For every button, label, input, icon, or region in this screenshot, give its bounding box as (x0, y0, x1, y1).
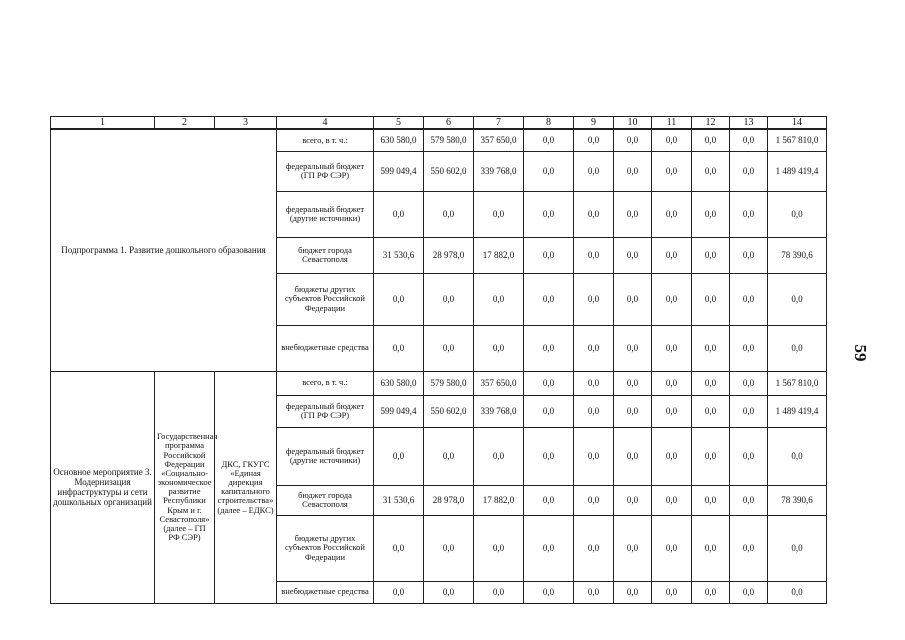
column-number: 4 (277, 117, 374, 130)
value-cell: 0,0 (730, 325, 768, 371)
column-number: 6 (424, 117, 474, 130)
value-cell: 0,0 (574, 581, 614, 603)
value-cell: 0,0 (524, 515, 574, 581)
column-number: 7 (474, 117, 524, 130)
value-cell: 28 978,0 (424, 485, 474, 515)
funding-source-cell: внебюджетные средства (277, 325, 374, 371)
value-cell: 0,0 (574, 129, 614, 151)
funding-source-cell: всего, в т. ч.: (277, 129, 374, 151)
value-cell: 0,0 (524, 191, 574, 237)
column-number: 5 (374, 117, 424, 130)
value-cell: 0,0 (614, 371, 652, 395)
funding-source-cell: федеральный бюджет (другие источники) (277, 427, 374, 485)
table-body (51, 129, 827, 603)
value-cell: 0,0 (692, 151, 730, 191)
value-cell: 579 580,0 (424, 129, 474, 151)
column-number-row (51, 117, 827, 130)
value-cell: 0,0 (614, 129, 652, 151)
value-cell: 0,0 (652, 515, 692, 581)
value-cell: 0,0 (692, 427, 730, 485)
total-value-cell: 0,0 (768, 515, 827, 581)
total-value-cell: 0,0 (768, 273, 827, 325)
column-number: 11 (652, 117, 692, 130)
activity-title: Основное мероприятие 3. Модернизация инфраструктуры и сети дошкольных организаций (51, 371, 155, 603)
value-cell: 0,0 (730, 191, 768, 237)
value-cell: 0,0 (614, 151, 652, 191)
value-cell: 0,0 (652, 129, 692, 151)
value-cell: 0,0 (574, 325, 614, 371)
funding-source-cell: федеральный бюджет (другие источники) (277, 191, 374, 237)
value-cell: 0,0 (574, 427, 614, 485)
state-program-cell: Государственная программа Российской Федерации «Социально-экономическое развитие Республики Крым и г. Севастополя» (далее – ГП РФ СЭР) (155, 371, 215, 603)
funding-source-cell: федеральный бюджет (ГП РФ СЭР) (277, 151, 374, 191)
value-cell: 0,0 (374, 427, 424, 485)
total-value-cell: 1 567 810,0 (768, 371, 827, 395)
total-value-cell: 0,0 (768, 427, 827, 485)
total-value-cell: 0,0 (768, 325, 827, 371)
column-number: 3 (215, 117, 277, 130)
value-cell: 0,0 (474, 427, 524, 485)
value-cell: 0,0 (652, 485, 692, 515)
funding-source-cell: всего, в т. ч.: (277, 371, 374, 395)
value-cell: 0,0 (730, 581, 768, 603)
value-cell: 0,0 (614, 485, 652, 515)
page-number: 59 (851, 344, 870, 362)
value-cell: 0,0 (474, 515, 524, 581)
value-cell: 0,0 (424, 273, 474, 325)
value-cell: 0,0 (524, 237, 574, 273)
value-cell: 0,0 (614, 273, 652, 325)
value-cell: 0,0 (614, 191, 652, 237)
value-cell: 0,0 (692, 581, 730, 603)
column-number: 9 (574, 117, 614, 130)
value-cell: 0,0 (524, 581, 574, 603)
value-cell: 0,0 (652, 151, 692, 191)
total-value-cell: 1 567 810,0 (768, 129, 827, 151)
value-cell: 0,0 (474, 325, 524, 371)
value-cell: 0,0 (614, 395, 652, 427)
value-cell: 0,0 (730, 151, 768, 191)
value-cell: 31 530,6 (374, 485, 424, 515)
table-row (51, 371, 827, 395)
value-cell: 0,0 (374, 191, 424, 237)
value-cell: 0,0 (474, 191, 524, 237)
value-cell: 0,0 (524, 325, 574, 371)
value-cell: 0,0 (424, 427, 474, 485)
funding-source-cell: бюджет города Севастополя (277, 237, 374, 273)
value-cell: 0,0 (730, 273, 768, 325)
value-cell: 17 882,0 (474, 237, 524, 273)
value-cell: 0,0 (424, 325, 474, 371)
value-cell: 0,0 (692, 371, 730, 395)
value-cell: 0,0 (652, 581, 692, 603)
column-number: 2 (155, 117, 215, 130)
value-cell: 599 049,4 (374, 395, 424, 427)
value-cell: 0,0 (730, 371, 768, 395)
value-cell: 0,0 (574, 515, 614, 581)
total-value-cell: 78 390,6 (768, 485, 827, 515)
column-number: 12 (692, 117, 730, 130)
value-cell: 0,0 (730, 427, 768, 485)
value-cell: 0,0 (614, 581, 652, 603)
value-cell: 0,0 (424, 581, 474, 603)
value-cell: 630 580,0 (374, 129, 424, 151)
value-cell: 0,0 (524, 371, 574, 395)
value-cell: 0,0 (524, 427, 574, 485)
executor-cell: ДКС, ГКУГС «Единая дирекция капитального строительства» (далее – ЕДКС) (215, 371, 277, 603)
column-number: 14 (768, 117, 827, 130)
value-cell: 630 580,0 (374, 371, 424, 395)
value-cell: 0,0 (692, 273, 730, 325)
value-cell: 0,0 (652, 273, 692, 325)
value-cell: 0,0 (374, 325, 424, 371)
value-cell: 0,0 (614, 237, 652, 273)
value-cell: 599 049,4 (374, 151, 424, 191)
value-cell: 0,0 (424, 191, 474, 237)
value-cell: 0,0 (424, 515, 474, 581)
value-cell: 0,0 (524, 151, 574, 191)
value-cell: 0,0 (524, 485, 574, 515)
value-cell: 0,0 (574, 237, 614, 273)
value-cell: 0,0 (574, 371, 614, 395)
value-cell: 0,0 (692, 325, 730, 371)
value-cell: 0,0 (730, 515, 768, 581)
funding-source-cell: федеральный бюджет (ГП РФ СЭР) (277, 395, 374, 427)
value-cell: 0,0 (574, 191, 614, 237)
value-cell: 28 978,0 (424, 237, 474, 273)
value-cell: 0,0 (524, 395, 574, 427)
column-number: 10 (614, 117, 652, 130)
value-cell: 0,0 (730, 485, 768, 515)
value-cell: 0,0 (474, 273, 524, 325)
value-cell: 0,0 (524, 129, 574, 151)
value-cell: 0,0 (730, 237, 768, 273)
value-cell: 357 650,0 (474, 129, 524, 151)
funding-source-cell: бюджет города Севастополя (277, 485, 374, 515)
value-cell: 550 602,0 (424, 151, 474, 191)
value-cell: 0,0 (652, 191, 692, 237)
value-cell: 0,0 (652, 371, 692, 395)
value-cell: 0,0 (692, 237, 730, 273)
value-cell: 0,0 (614, 515, 652, 581)
value-cell: 0,0 (692, 395, 730, 427)
value-cell: 0,0 (474, 581, 524, 603)
funding-source-cell: внебюджетные средства (277, 581, 374, 603)
funding-source-cell: бюджеты других субъектов Российской Федерации (277, 515, 374, 581)
total-value-cell: 78 390,6 (768, 237, 827, 273)
value-cell: 0,0 (652, 395, 692, 427)
value-cell: 0,0 (730, 129, 768, 151)
value-cell: 357 650,0 (474, 371, 524, 395)
column-number: 8 (524, 117, 574, 130)
value-cell: 17 882,0 (474, 485, 524, 515)
value-cell: 0,0 (692, 485, 730, 515)
subprogram-title: Подпрограмма 1. Развитие дошкольного образования (51, 129, 277, 371)
value-cell: 0,0 (692, 129, 730, 151)
value-cell: 0,0 (652, 427, 692, 485)
value-cell: 0,0 (614, 325, 652, 371)
total-value-cell: 1 489 419,4 (768, 151, 827, 191)
value-cell: 0,0 (692, 191, 730, 237)
value-cell: 31 530,6 (374, 237, 424, 273)
value-cell: 339 768,0 (474, 151, 524, 191)
value-cell: 0,0 (574, 395, 614, 427)
value-cell: 339 768,0 (474, 395, 524, 427)
value-cell: 550 602,0 (424, 395, 474, 427)
value-cell: 0,0 (374, 515, 424, 581)
value-cell: 0,0 (574, 151, 614, 191)
value-cell: 0,0 (730, 395, 768, 427)
value-cell: 0,0 (524, 273, 574, 325)
total-value-cell: 1 489 419,4 (768, 395, 827, 427)
value-cell: 0,0 (574, 485, 614, 515)
budget-table (50, 116, 827, 604)
column-number: 1 (51, 117, 155, 130)
funding-source-cell: бюджеты других субъектов Российской Федерации (277, 273, 374, 325)
total-value-cell: 0,0 (768, 191, 827, 237)
table-row (51, 129, 827, 151)
value-cell: 0,0 (574, 273, 614, 325)
value-cell: 0,0 (374, 273, 424, 325)
total-value-cell: 0,0 (768, 581, 827, 603)
value-cell: 0,0 (374, 581, 424, 603)
value-cell: 579 580,0 (424, 371, 474, 395)
value-cell: 0,0 (692, 515, 730, 581)
value-cell: 0,0 (652, 325, 692, 371)
column-number: 13 (730, 117, 768, 130)
value-cell: 0,0 (614, 427, 652, 485)
value-cell: 0,0 (652, 237, 692, 273)
